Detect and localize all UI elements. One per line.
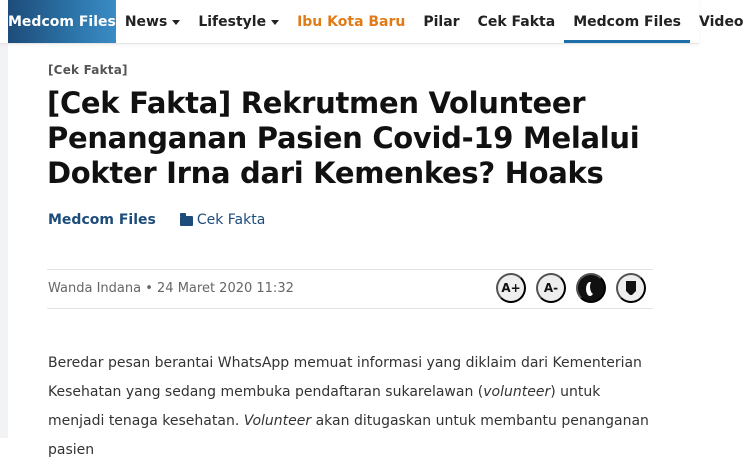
body-text-part-2: ) untuk menjadi tenaga kesehatan. xyxy=(48,384,601,429)
moon-icon xyxy=(590,280,598,294)
article-body xyxy=(48,349,658,465)
font-increase-button[interactable]: A+ xyxy=(496,273,526,303)
bookmark-icon xyxy=(626,281,636,295)
body-text-volunteer-1: volunteer xyxy=(483,384,551,400)
folder-icon xyxy=(180,216,193,226)
reading-tools xyxy=(486,273,646,303)
byline xyxy=(48,281,294,296)
publish-date: 24 Maret 2020 11:32 xyxy=(157,281,294,296)
nav-ibu-kota-baru[interactable]: Ibu Kota Baru xyxy=(297,13,406,30)
body-text-part-3: akan ditugaskan untuk membantu penanganan pasien xyxy=(48,413,649,458)
font-decrease-button[interactable]: A- xyxy=(536,273,566,303)
article-headline: [Cek Fakta] Rekrutmen Volunteer Penanganan Pasien Covid-19 Melalui Dokter Irna dari Kemenkes? Hoaks xyxy=(47,86,640,190)
left-strip xyxy=(0,0,8,438)
bookmark-button[interactable] xyxy=(616,273,646,303)
caret-down-icon xyxy=(271,20,279,25)
nav-cek-fakta[interactable]: Cek Fakta xyxy=(477,13,556,30)
source-link[interactable]: Medcom Files xyxy=(48,212,156,228)
body-text-volunteer-2: Volunteer xyxy=(243,413,312,429)
top-navigation xyxy=(0,0,744,44)
body-text-part-1: Beredar pesan berantai WhatsApp memuat informasi yang diklaim dari Kementerian Kesehatan yang sedang membuka pendaftaran sukarelawan ( xyxy=(48,355,642,400)
article-info-bar xyxy=(47,269,653,309)
nav-lifestyle-label: Lifestyle xyxy=(198,13,267,30)
dark-mode-button[interactable] xyxy=(576,273,606,303)
article-meta xyxy=(48,212,265,228)
tag-label: Cek Fakta xyxy=(196,212,266,228)
brand-logo-link[interactable]: Medcom Files xyxy=(8,0,116,43)
byline-separator: • xyxy=(145,281,158,296)
caret-down-icon xyxy=(172,20,180,25)
nav-news[interactable] xyxy=(116,0,189,43)
article-category: [Cek Fakta] xyxy=(48,63,128,77)
author-name: Wanda Indana xyxy=(48,281,142,296)
nav-medcom-files[interactable]: Medcom Files xyxy=(564,0,690,43)
tag-link[interactable] xyxy=(180,212,265,228)
nav-video[interactable]: Video xyxy=(699,13,744,30)
nav-lifestyle[interactable] xyxy=(189,0,288,43)
nav-news-label: News xyxy=(124,13,168,30)
nav-pilar[interactable]: Pilar xyxy=(423,13,460,30)
